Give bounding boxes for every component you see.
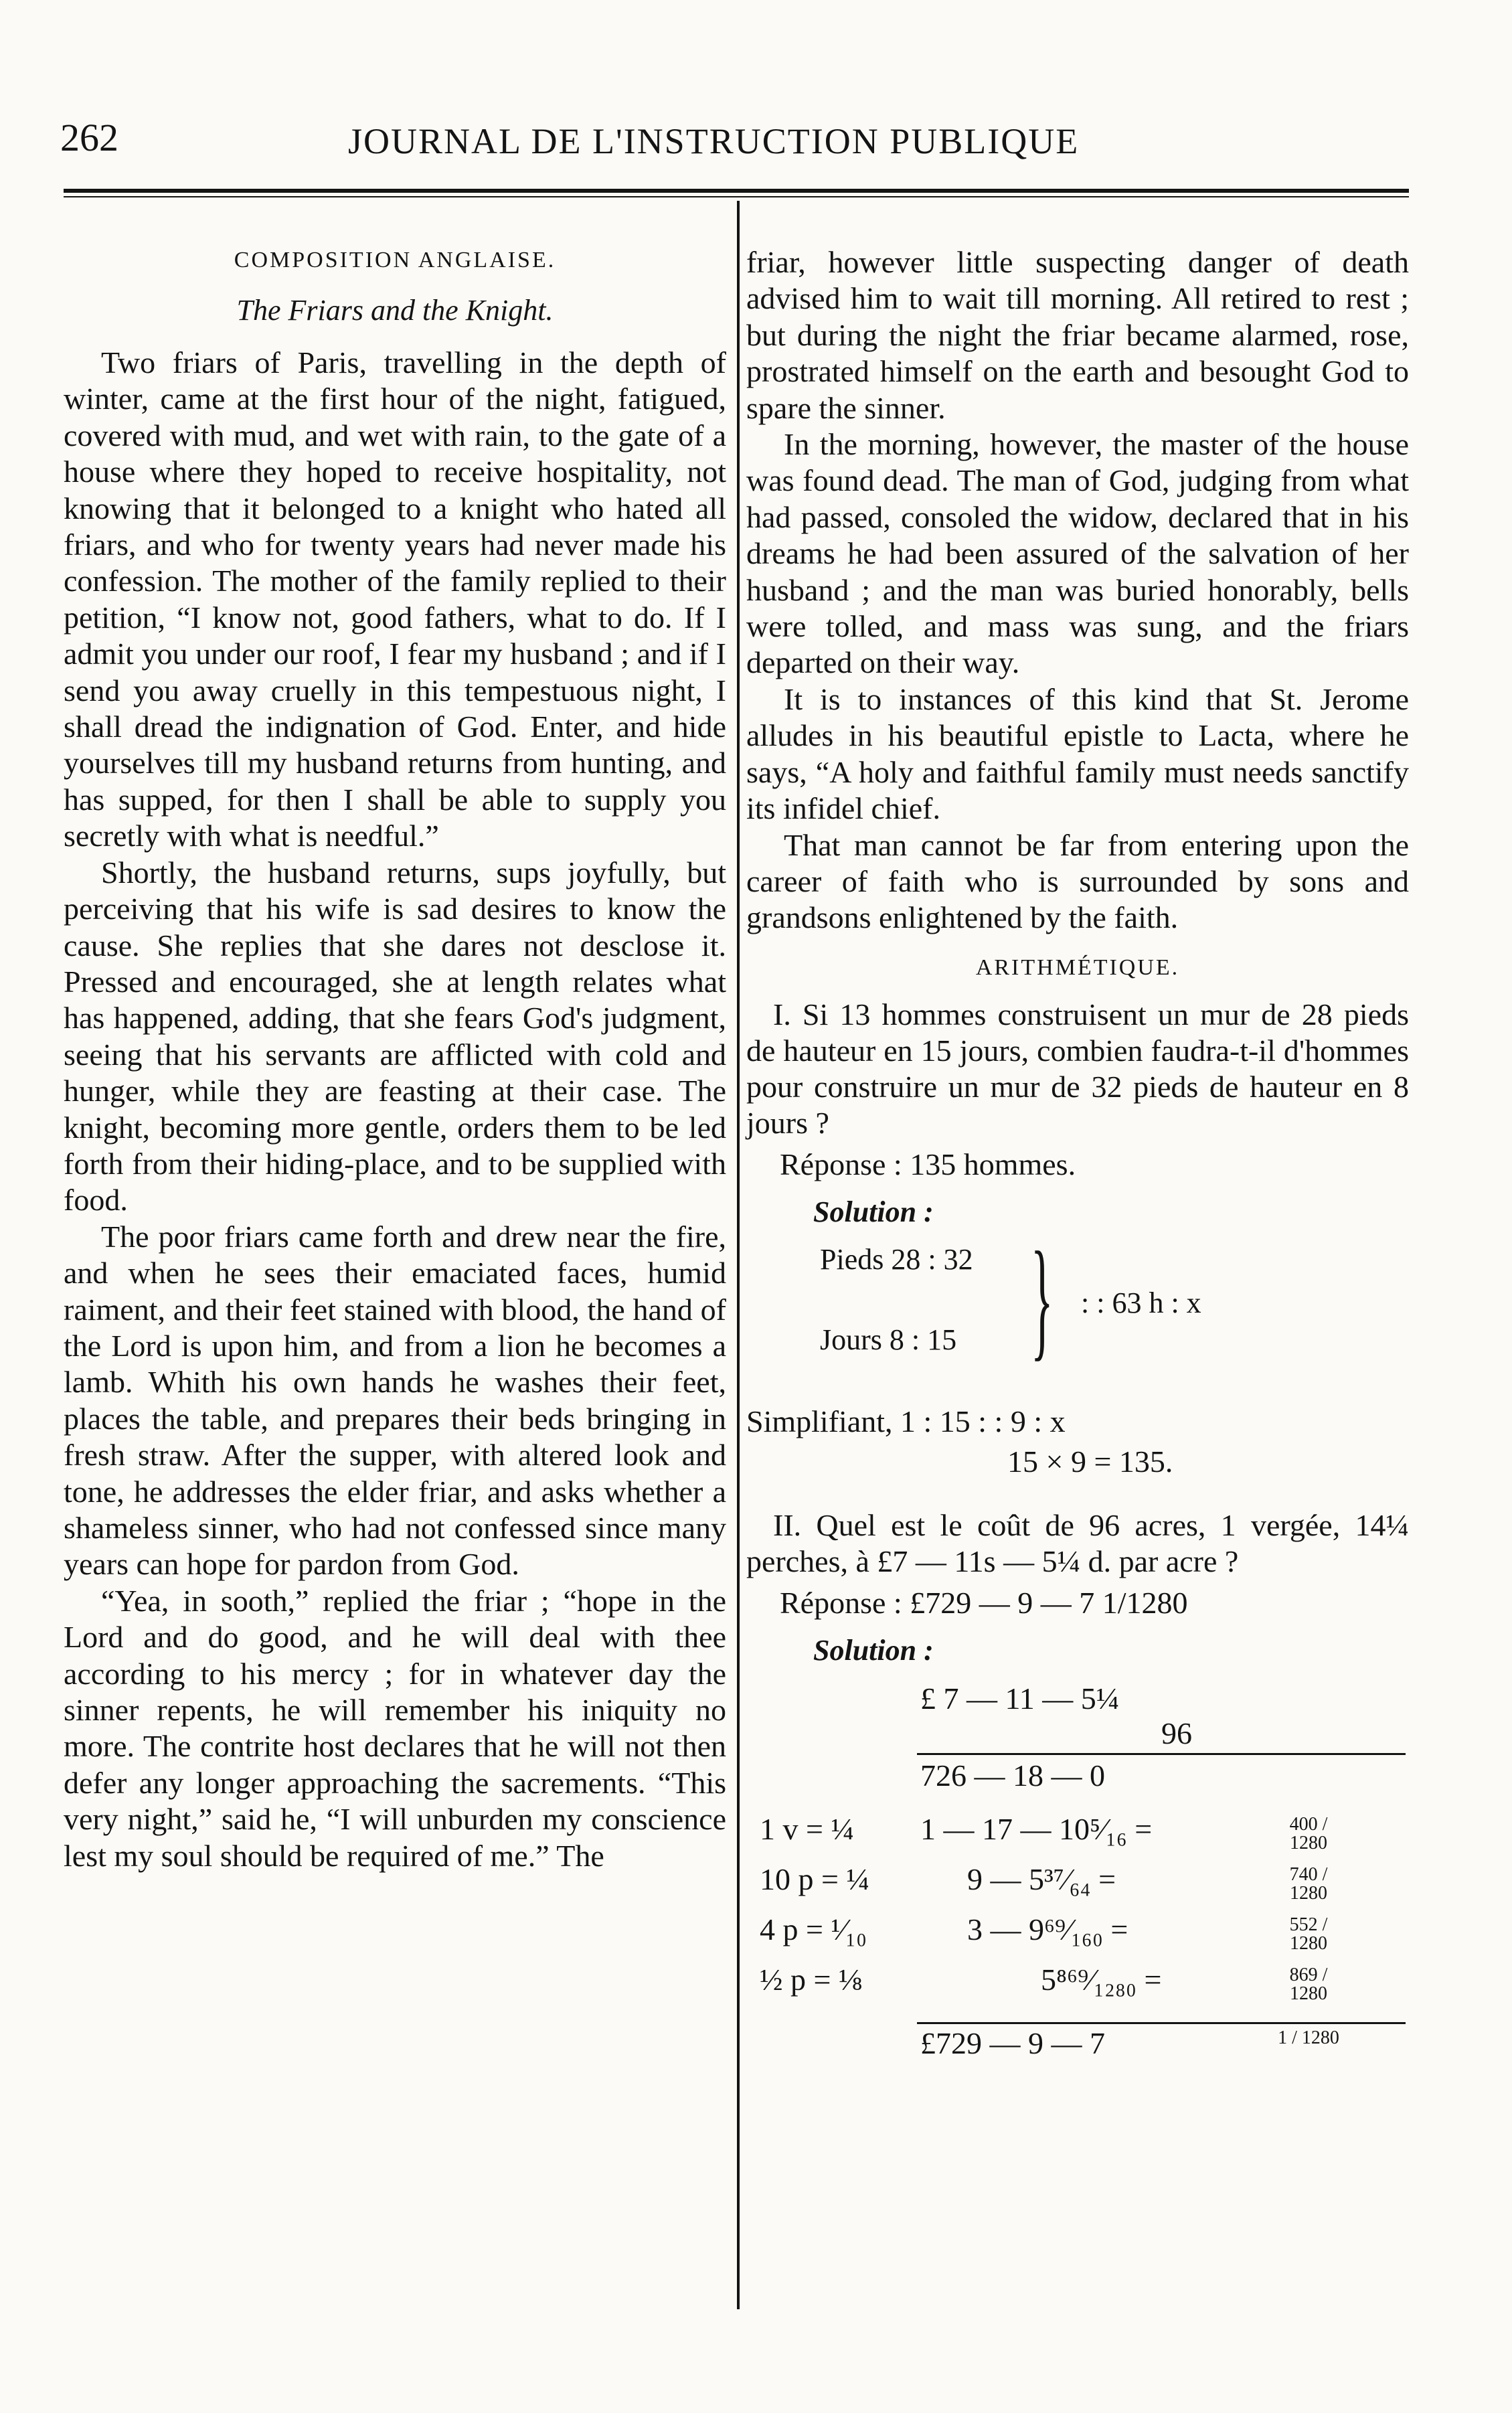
money-computation xyxy=(746,1667,1409,2069)
paragraph-continuation: friar, however little suspecting danger of death advised him to wait till morning. All retired to rest ; but during the night the friar became alarmed, rose, prostrated himself on the earth and besought God to spare the sinner. xyxy=(746,245,1409,425)
total-rule xyxy=(917,2022,1406,2024)
row-fraction: 740 / 1280 xyxy=(1289,1863,1328,1904)
computation-row xyxy=(746,1861,1409,1902)
right-column xyxy=(746,244,1409,2069)
brace-icon: } xyxy=(1031,1224,1054,1373)
row-value: 3 — 9⁶⁹⁄₁₆₀ = xyxy=(967,1912,1128,1946)
row-fraction: 400 / 1280 xyxy=(1289,1813,1328,1853)
problem-1-question: I. Si 13 hommes construisent un mur de 28 pieds de hauteur en 15 jours, combien faudra-t-il d'hommes pour construire un mur de 32 pieds de hauteur en 8 jours ? xyxy=(746,997,1409,1140)
page-header xyxy=(54,107,1419,181)
problem-2-question: II. Quel est le coût de 96 acres, 1 vergée, 14¼ perches, à £7 — 11s — 5¼ d. par acre ? xyxy=(746,1507,1409,1578)
simplify-line: Simplifiant, 1 : 15 : : 9 : x xyxy=(746,1404,1066,1438)
proportion-line-days: Jours 8 : 15 xyxy=(820,1323,957,1356)
header-rule-thin xyxy=(64,196,1409,197)
proportion-block xyxy=(746,1224,1409,1403)
left-column xyxy=(64,248,726,1874)
page-number: 262 xyxy=(60,116,118,159)
computation-row xyxy=(746,1912,1409,1952)
multiplier: 96 xyxy=(1161,1716,1192,1750)
subtotal: 726 — 18 — 0 xyxy=(920,1758,1105,1793)
header-rule xyxy=(64,189,1409,193)
total-fraction: 1 / 1280 xyxy=(1278,2027,1339,2048)
row-value: 5⁸⁶⁹⁄₁₂₈₀ = xyxy=(1041,1962,1162,1997)
story-title: The Friars and the Knight. xyxy=(236,294,554,327)
paragraph: Shortly, the husband returns, sups joyfully, but perceiving that his wife is sad desires to know the cause. She replies that she dares not desclose it. Pressed and encouraged, she at length relates what has happened, adding, that she fears God's judgment, seeing that his servants are afflicted with cold and hunger, while they are feasting at their case. The knight, becoming more gentle, orders them to be led forth from their hiding-place, and to be supplied with food. xyxy=(64,855,726,1218)
paragraph: In the morning, however, the master of the house was found dead. The man of God, judging from what had passed, consoled the widow, declared that in his dreams he had been assured of the salvation of her husband ; and the man was buried honorably, bells were tolled, and mass was sung, and the friars departed on their way. xyxy=(746,427,1409,680)
row-value: 1 — 17 — 10⁵⁄₁₆ = xyxy=(920,1811,1153,1846)
problem-2-answer: Réponse : £729 — 9 — 7 1/1280 xyxy=(780,1585,1188,1620)
running-title: JOURNAL DE L'INSTRUCTION PUBLIQUE xyxy=(348,121,1080,161)
section-heading: COMPOSITION ANGLAISE. xyxy=(234,248,556,272)
sum-rule xyxy=(917,1753,1406,1755)
row-fraction: 869 / 1280 xyxy=(1289,1964,1328,2004)
paragraph: “Yea, in sooth,” replied the friar ; “hope in the Lord and do good, and he will deal with thee according to his mercy ; for in whatever day the sinner repents, he will remember his iniquity no more. The contrite host declares that he will not then defer any longer approaching the sacrements. “This very night,” said he, “I will unburden my conscience lest my soul should be required of me.” The xyxy=(64,1583,726,1873)
row-unit: 1 v = ¼ xyxy=(760,1811,854,1846)
multiplicand: £ 7 — 11 — 5¼ xyxy=(920,1681,1120,1716)
problem-1-answer: Réponse : 135 hommes. xyxy=(780,1147,1076,1181)
paragraph: Two friars of Paris, travelling in the depth of winter, came at the first hour of the night, fatigued, covered with mud, and wet with rain, to the gate of a house where they hoped to receive hospitality, not knowing that it belonged to a knight who hated all friars, and who for twenty years had never made his confession. The mother of the family replied to their petition, “I know not, good fathers, what to do. If I admit you under our roof, I fear my husband ; and if I send you away cruelly in this tempestuous night, I shall dread the indignation of God. Enter, and hide yourselves till my husband returns from hunting, and has supped, for then I shall be able to supply you secretly with what is needful.” xyxy=(64,345,726,853)
arithmetic-heading: ARITHMÉTIQUE. xyxy=(975,954,1180,980)
problem-2-solution-label: Solution : xyxy=(813,1633,934,1667)
row-unit: 4 p = ¹⁄₁₀ xyxy=(760,1912,867,1946)
paragraph: The poor friars came forth and drew near the fire, and when he sees their emaciated faces, humid raiment, and their feet stained with blood, the hand of the Lord is upon him, and from a lion he becomes a lamb. Whith his own hands he washes their feet, places the table, and prepares their beds bringing in fresh straw. After the supper, with altered look and tone, he addresses the elder friar, and asks whether a shameless sinner, who had not confessed since many years can hope for pardon from God. xyxy=(64,1219,726,1582)
column-divider xyxy=(737,201,740,2309)
computation-row xyxy=(746,1811,1409,1851)
row-value: 9 — 5³⁷⁄₆₄ = xyxy=(967,1861,1116,1896)
paragraph: That man cannot be far from entering upon the career of faith who is surrounded by sons and grandsons enlightened by the faith. xyxy=(746,827,1409,935)
row-unit: 10 p = ¼ xyxy=(760,1861,869,1896)
proportion-result: : : 63 h : x xyxy=(1081,1286,1201,1319)
paragraph: It is to instances of this kind that St. Jerome alludes in his beautiful epistle to Lacta, where he says, “A holy and faithful family must needs sanctify its infidel chief. xyxy=(746,681,1409,826)
result-line: 15 × 9 = 135. xyxy=(1007,1444,1173,1479)
row-fraction: 552 / 1280 xyxy=(1289,1914,1328,1954)
proportion-line-feet: Pieds 28 : 32 xyxy=(820,1242,973,1276)
computation-row xyxy=(746,1962,1409,2002)
row-unit: ½ p = ⅛ xyxy=(760,1962,862,1997)
total: £729 — 9 — 7 xyxy=(920,2025,1105,2060)
problem-1-solution-label: Solution : xyxy=(813,1195,934,1228)
